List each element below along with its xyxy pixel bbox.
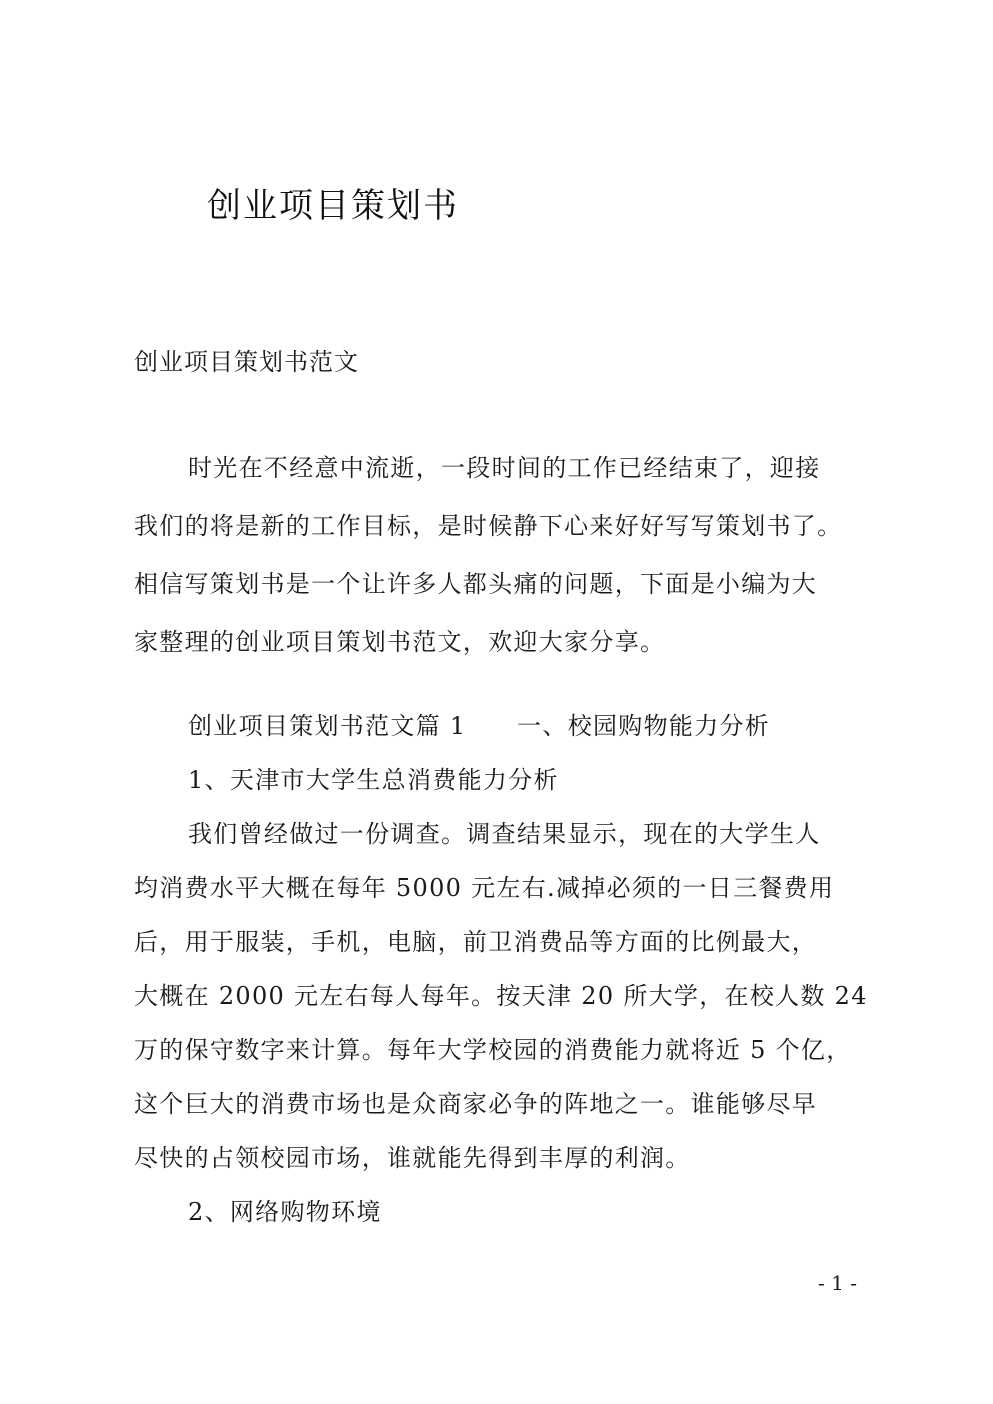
intro-line: 相信写策划书是一个让许多人都头痛的问题，下面是小编为大 (134, 570, 818, 598)
body-line: 大概在 2000 元左右每人每年。按天津 20 所大学，在校人数 24 (134, 982, 868, 1010)
body-line: 这个巨大的消费市场也是众商家必争的阵地之一。谁能够尽早 (134, 1090, 818, 1118)
document-title: 创业项目策划书 (207, 186, 459, 226)
intro-line: 家整理的创业项目策划书范文，欢迎大家分享。 (134, 628, 666, 656)
document-subtitle: 创业项目策划书范文 (134, 348, 359, 376)
page-number: - 1 - (818, 1271, 857, 1295)
intro-line: 我们的将是新的工作目标，是时候静下心来好好写写策划书了。 (134, 512, 843, 540)
body-line: 后，用于服装，手机，电脑，前卫消费品等方面的比例最大， (134, 928, 818, 956)
body-line: 万的保守数字来计算。每年大学校园的消费能力就将近 5 个亿， (134, 1036, 852, 1064)
body-line: 均消费水平大概在每年 5000 元左右.减掉必须的一日三餐费用 (134, 874, 835, 902)
sub-heading: 1、天津市大学生总消费能力分析 (188, 766, 559, 794)
body-line: 我们曾经做过一份调查。调查结果显示，现在的大学生人 (188, 820, 821, 848)
intro-line: 时光在不经意中流逝，一段时间的工作已经结束了，迎接 (188, 454, 821, 482)
body-line: 尽快的占领校园市场，谁就能先得到丰厚的利润。 (134, 1144, 691, 1172)
section-heading: 创业项目策划书范文篇 1 一、校园购物能力分析 (188, 712, 771, 740)
sub-heading: 2、网络购物环境 (188, 1198, 382, 1226)
